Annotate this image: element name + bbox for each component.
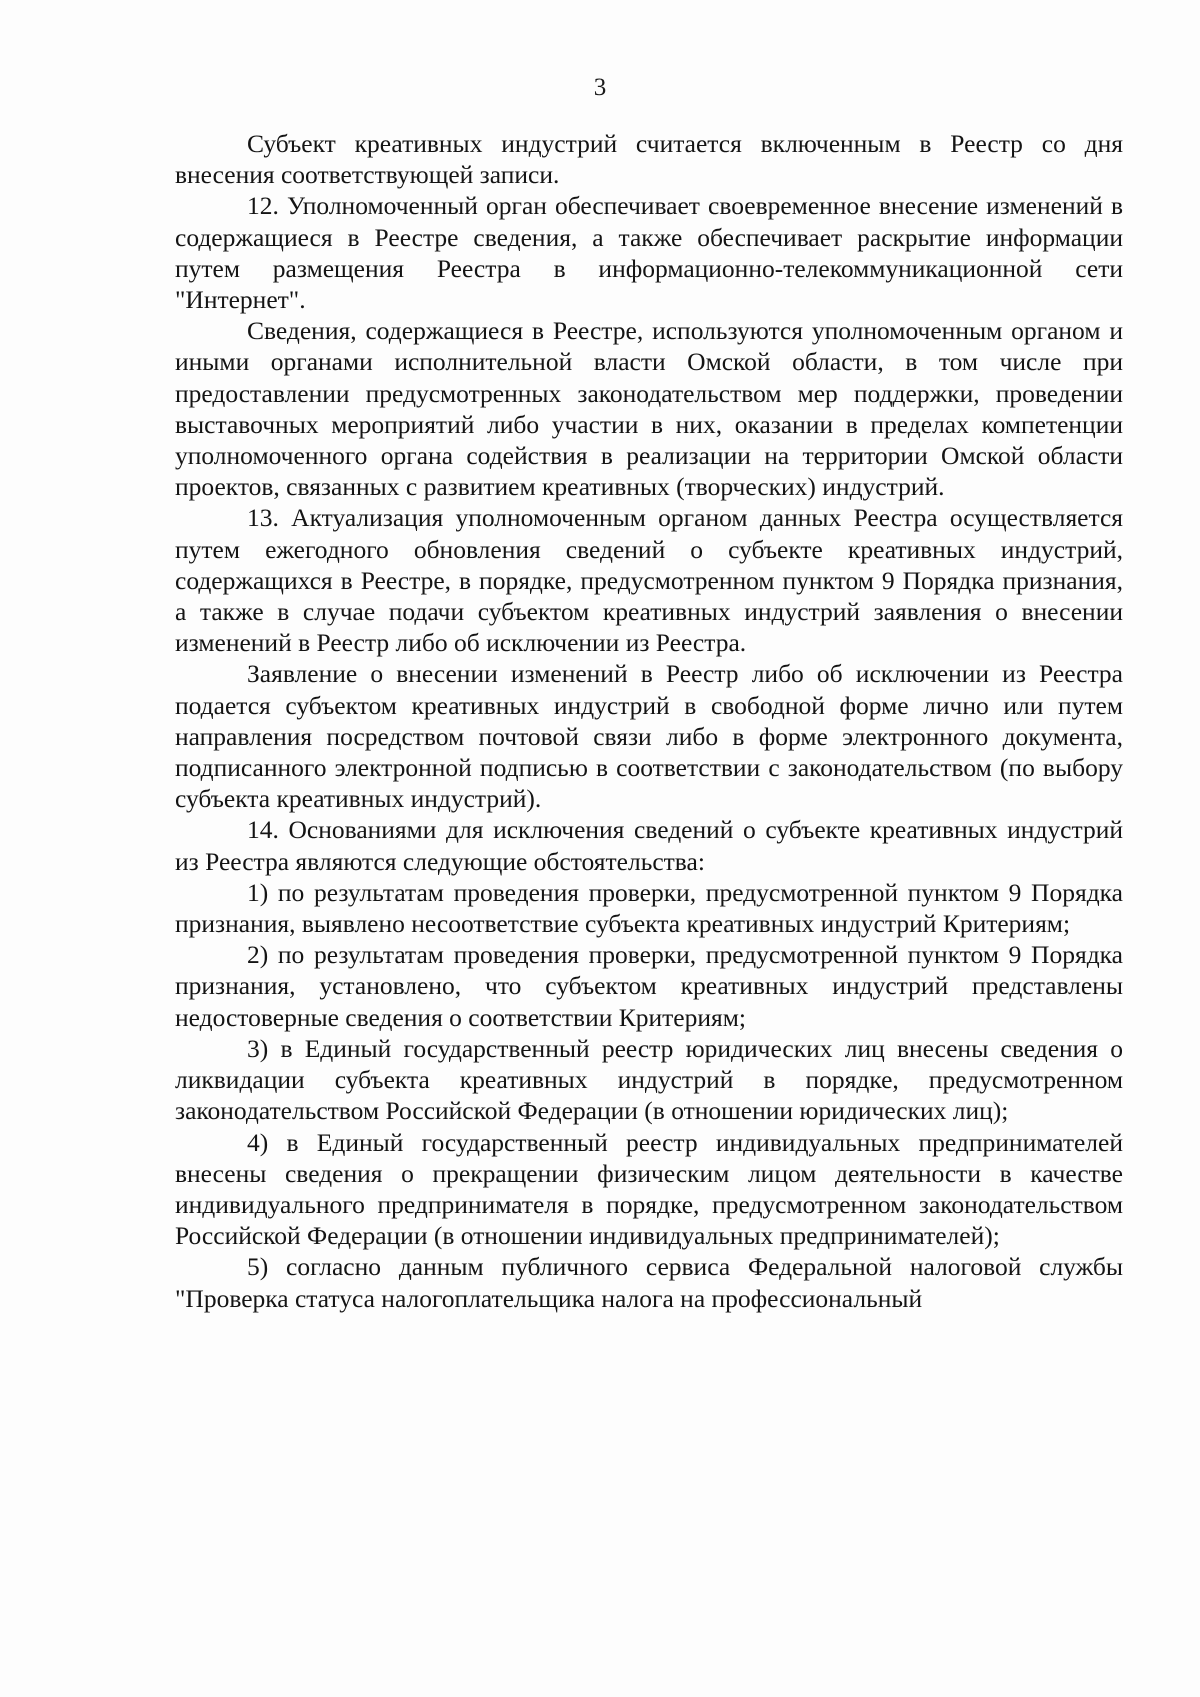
paragraph-inclusion-date: Субъект креативных индустрий считается включенным в Реестр со дня внесения соответствующей записи. [175, 129, 1123, 190]
document-body [175, 128, 1123, 1314]
list-item-5: 5) согласно данным публичного сервиса Федеральной налоговой службы "Проверка статуса налогоплательщика налога на профессиональный [175, 1252, 1123, 1313]
paragraph-14: 14. Основаниями для исключения сведений о субъекте креативных индустрий из Реестра являются следующие обстоятельства: [175, 815, 1123, 876]
paragraph-13: 13. Актуализация уполномоченным органом данных Реестра осуществляется путем ежегодного обновления сведений о субъекте креативных индустрий, содержащихся в Реестре, в порядке, предусмотренном пунктом 9 Порядка признания, а также в случае подачи субъектом креативных индустрий заявления о внесении изменений в Реестр либо об исключении из Реестра. [175, 503, 1123, 658]
paragraph-registry-usage: Сведения, содержащиеся в Реестре, используются уполномоченным органом и иными органами исполнительной власти Омской области, в том числе при предоставлении предусмотренных законодательством мер поддержки, проведении выставочных мероприятий либо участии в них, оказании в пределах компетенции уполномоченного органа содействия в реализации на территории Омской области проектов, связанных с развитием креативных (творческих) индустрий. [175, 316, 1123, 502]
paragraph-12: 12. Уполномоченный орган обеспечивает своевременное внесение изменений в содержащиеся в Реестре сведения, а также обеспечивает раскрытие информации путем размещения Реестра в информационно-телекоммуникационной сети "Интернет". [175, 191, 1123, 315]
list-item-3: 3) в Единый государственный реестр юридических лиц внесены сведения о ликвидации субъекта креативных индустрий в порядке, предусмотренном законодательством Российской Федерации (в отношении юридических лиц); [175, 1033, 1123, 1126]
list-item-2: 2) по результатам проведения проверки, предусмотренной пунктом 9 Порядка признания, установлено, что субъектом креативных индустрий представлены недостоверные сведения о соответствии Критериям; [175, 940, 1123, 1032]
list-item-4: 4) в Единый государственный реестр индивидуальных предпринимателей внесены сведения о прекращении физическим лицом деятельности в качестве индивидуального предпринимателя в порядке, предусмотренном законодательством Российской Федерации (в отношении индивидуальных предпринимателей); [175, 1127, 1123, 1251]
paragraph-application: Заявление о внесении изменений в Реестр либо об исключении из Реестра подается субъектом креативных индустрий в свободной форме лично или путем направления посредством почтовой связи либо в форме электронного документа, подписанного электронной подписью в соответствии с законодательством (по выбору субъекта креативных индустрий). [175, 659, 1123, 814]
page-number: 3 [593, 74, 607, 101]
list-item-1: 1) по результатам проведения проверки, предусмотренной пунктом 9 Порядка признания, выявлено несоответствие субъекта креативных индустрий Критериям; [175, 877, 1123, 939]
